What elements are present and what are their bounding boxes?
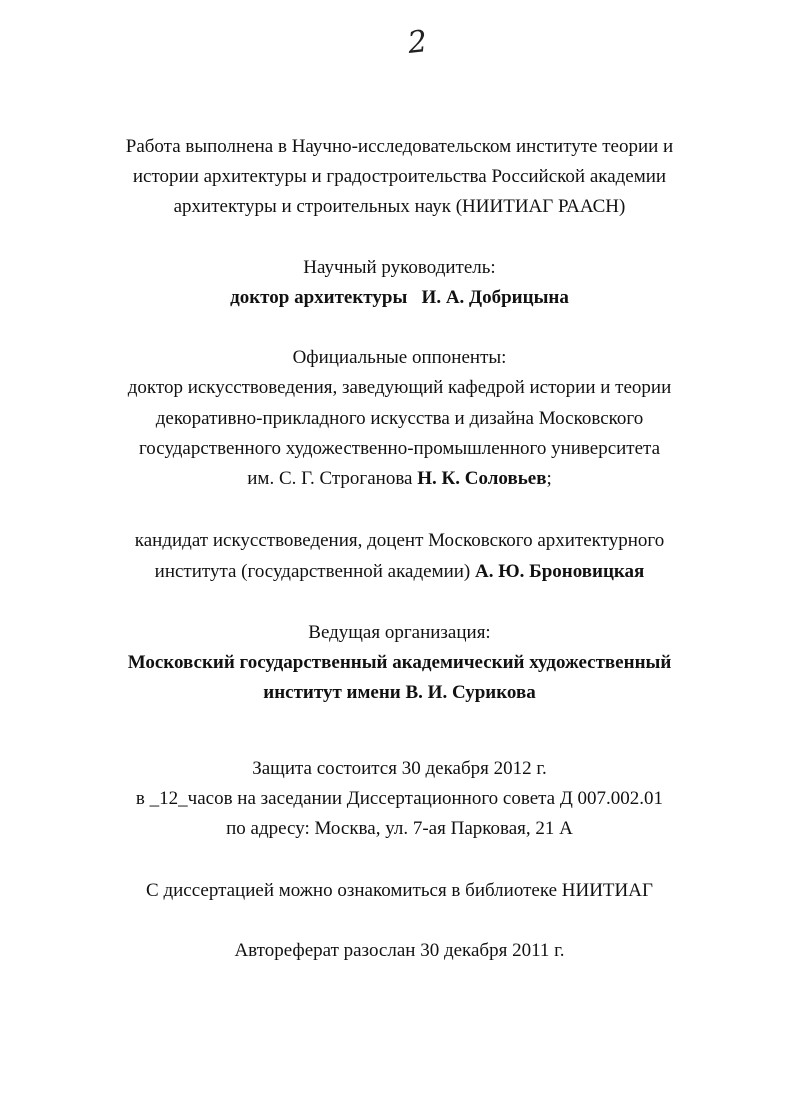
opponent-1-name: Н. К. Соловьев [417,468,547,489]
opponent-2-name: А. Ю. Броновицкая [475,561,645,582]
defense-line-2: в _12_часов на заседании Диссертационного совета Д 007.002.01 [135,788,664,809]
leading-org-heading: Ведущая организация: [308,622,491,643]
opponent-1-punct: ; [546,468,552,489]
opponent-2-line-1: кандидат искусствоведения, доцент Московского архитектурного [134,530,665,551]
opponent-2-affiliation: института (государственной академии) [154,561,476,582]
defense-line-1: Защита состоится 30 декабря 2012 г. [252,758,547,779]
opponents-heading: Официальные оппоненты: [292,347,507,368]
opponent-1-line-1: доктор искусствоведения, заведующий кафедрой истории и теории [127,377,672,398]
library-note: С диссертацией можно ознакомиться в библиотеке НИИТИАГ [146,880,653,901]
sent-note: Автореферат разослан 30 декабря 2011 г. [234,940,565,961]
page-number: 2 [406,24,429,61]
opponent-2-line-2 [0,559,799,585]
leading-org-line-1: Московский государственный академический художественный [127,652,672,673]
opponent-1-line-3: государственного художественно-промышленного университета [138,438,661,459]
opponent-1-line-4 [0,466,799,492]
institution-line-3: архитектуры и строительных наук (НИИТИАГ РААСН) [173,196,626,217]
institution-line-2: истории архитектуры и градостроительства Российской академии [132,166,667,187]
defense-line-3: по адресу: Москва, ул. 7-ая Парковая, 21 А [226,818,573,839]
supervisor-heading: Научный руководитель: [303,257,496,278]
supervisor-name: доктор архитектуры И. А. Добрицына [230,287,569,308]
opponent-1-line-2: декоративно-прикладного искусства и дизайна Московского [155,408,644,429]
opponent-1-affiliation: им. С. Г. Строганова [247,468,418,489]
leading-org-line-2: институт имени В. И. Сурикова [263,682,536,703]
institution-line-1: Работа выполнена в Научно-исследовательском институте теории и [125,136,674,157]
